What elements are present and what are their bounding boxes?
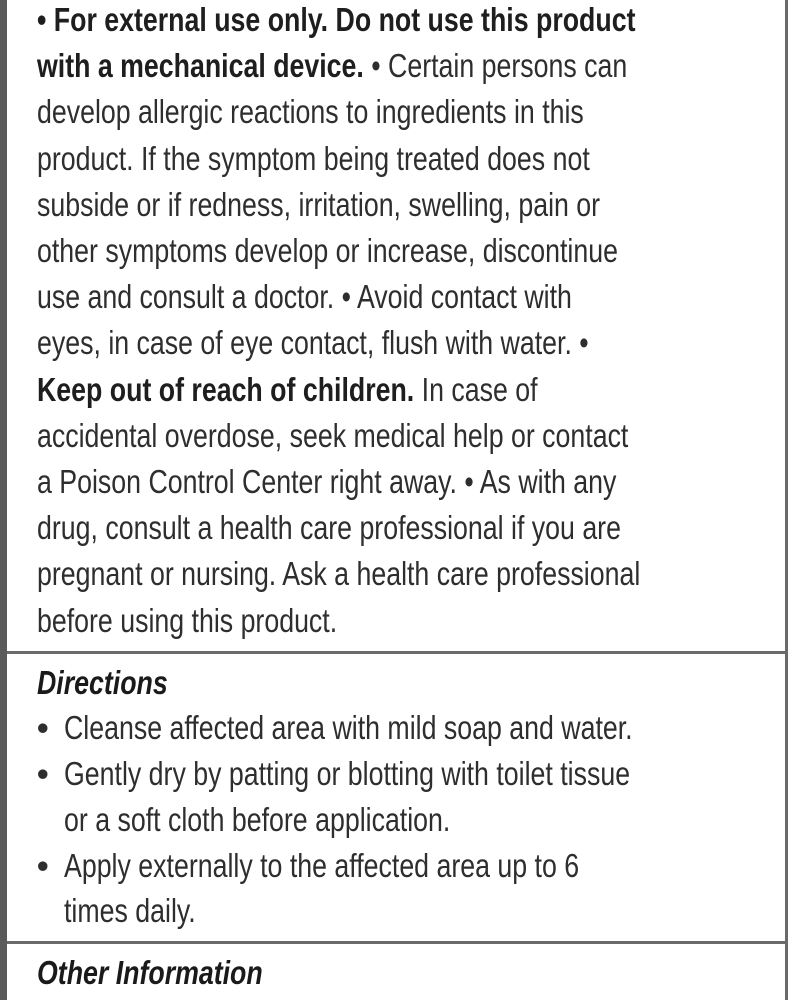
- bullet: •: [37, 709, 49, 746]
- warning-line: [37, 551, 640, 597]
- warning-text: before using this product.: [37, 601, 338, 639]
- label-border-left: [0, 0, 7, 1000]
- direction-item-text: times daily.: [64, 892, 196, 929]
- section-divider: [7, 651, 785, 654]
- warning-line: [37, 228, 618, 274]
- bullet: •: [37, 847, 49, 884]
- warning-text: develop allergic reactions to ingredients in this: [37, 93, 584, 131]
- warning-line: [37, 89, 584, 135]
- warning-line: [37, 136, 590, 182]
- warning-text: • Certain persons can: [371, 47, 628, 85]
- warning-line: [37, 320, 589, 366]
- warning-bold-text: Keep out of reach of children.: [37, 370, 415, 408]
- warning-text: In case of: [414, 370, 538, 408]
- warning-text: product. If the symptom being treated does not: [37, 139, 590, 177]
- warning-line: [37, 367, 538, 413]
- direction-item-text: Gently dry by patting or blotting with toilet tissue: [64, 755, 631, 792]
- warning-line: [37, 274, 572, 320]
- warning-line: [37, 43, 627, 89]
- warning-line: [37, 505, 621, 551]
- warning-text: use and consult a doctor. • Avoid contact with: [37, 278, 572, 316]
- label-border-right: [785, 0, 788, 1000]
- directions-heading: Directions: [37, 664, 168, 701]
- bullet: •: [37, 755, 49, 792]
- other-information-heading: Other Information: [37, 954, 263, 991]
- warning-line: [37, 598, 337, 644]
- direction-item-text: Cleanse affected area with mild soap and water.: [64, 709, 633, 746]
- warning-text: accidental overdose, seek medical help or contact: [37, 416, 629, 454]
- direction-item-text: Apply externally to the affected area up to 6: [64, 847, 580, 884]
- warning-text: drug, consult a health care professional if you are: [37, 509, 621, 547]
- warning-text: subside or if redness, irritation, swelling, pain or: [37, 185, 601, 223]
- warning-line: [37, 413, 628, 459]
- warning-bold-text: with a mechanical device.: [37, 47, 372, 85]
- warning-text: eyes, in case of eye contact, flush with water. •: [37, 324, 589, 362]
- warning-bold-text: • For external use only. Do not use this product: [37, 1, 636, 38]
- warning-line: [37, 459, 616, 505]
- warning-text: other symptoms develop or increase, discontinue: [37, 232, 618, 269]
- section-divider: [7, 941, 785, 944]
- direction-item-text: or a soft cloth before application.: [64, 801, 451, 838]
- warning-line: [37, 0, 635, 43]
- warning-text: pregnant or nursing. Ask a health care professional: [37, 555, 641, 593]
- warning-text: a Poison Control Center right away. • As with any: [37, 463, 617, 500]
- warning-line: [37, 182, 600, 228]
